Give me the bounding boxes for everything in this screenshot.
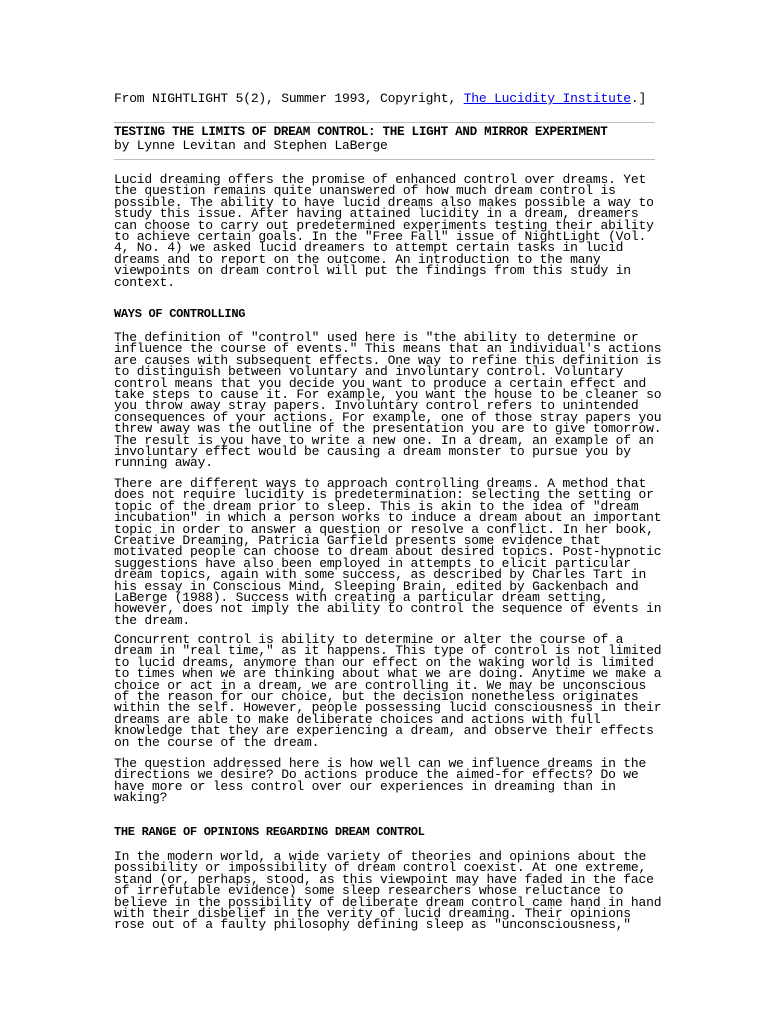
paragraph-intro: Lucid dreaming offers the promise of enhanced control over dreams. Yet the question remains quite unanswered of how much dream control is possible. The ability to have lucid dreams also makes possible a way to study this issue. After having attained lucidity in a dream, dreamers can choose to carry out predetermined experiments testing their ability to achieve certain goals. In the "Free Fall" issue of NightLight (Vol. 4, No. 4) we asked lucid dreamers to attempt certain tasks in lucid dreams and to report on the outcome. An introduction to the many viewpoints on dream control will put the findings from this study in context.	[114, 172, 654, 290]
paragraph-modern-world: In the modern world, a wide variety of theories and opinions about the possibility or impossibility of dream control coexist. At one extreme, stand (or, perhaps, stood, as this viewpoint may have faded in the face of irrefutable evidence) some sleep researchers whose reluctance to believe in the possibility of deliberate dream control came hand in hand with their disbelief in the verity of lucid dreaming. Their opinions rose out of a faulty philosophy defining sleep as "unconsciousness,"	[114, 849, 662, 933]
bottom-rule	[114, 159, 655, 160]
paragraph-predetermination: There are different ways to approach controlling dreams. A method that does not require lucidity is predetermination: selecting the setting or topic of the dream prior to sleep. This is akin to the idea of "dream incubation" in which a person works to induce a dream about an important topic in order to answer a question or resolve a conflict. In her book, Creative Dreaming, Patricia Garfield presents some evidence that motivated people can choose to dream about desired topics. Post-hypnotic suggestions have also been employed in attempts to elicit particular dream topics, again with some success, as described by Charles Tart in his essay in Conscious Mind, Sleeping Brain, edited by Gackenbach and LaBerge (1988). Success with creating a particular dream setting, however, does not imply the ability to control the sequence of events in the dream.	[114, 476, 662, 628]
article-byline: by Lynne Levitan and Stephen LaBerge	[114, 138, 388, 153]
source-suffix: .]	[630, 91, 647, 106]
paragraph-definition: The definition of "control" used here is "the ability to determine or influence the course of events." This means that an individual's actions are causes with subsequent effects. One way to refine this definition is to distinguish between voluntary and involuntary control. Voluntary control means that you decide you want to produce a certain effect and take steps to cause it. For example, you want the house to be cleaner so you throw away stray papers. Involuntary control refers to unintended consequences of your actions. For example, one of those stray papers you threw away was the outline of the presentation you are to give tomorrow. The result is you have to write a new one. In a dream, an example of an involuntary effect would be causing a dream monster to pursue you by running away.	[114, 330, 662, 471]
lucidity-institute-link[interactable]: The Lucidity Institute	[463, 91, 631, 106]
top-rule	[114, 122, 655, 123]
paragraph-concurrent-control: Concurrent control is ability to determine or alter the course of a dream in "real time," as it happens. This type of control is not limited to lucid dreams, anymore than our effect on the waking world is limited to times when we are thinking about what we are doing. Anytime we make a choice or act in a dream, we are controlling it. We may be unconscious of the reason for our choice, but the decision nonetheless originates within the self. However, people possessing lucid consciousness in their dreams are able to make deliberate choices and actions with full knowledge that they are experiencing a dream, and observe their effects on the course of the dream.	[114, 632, 662, 750]
article-title: TESTING THE LIMITS OF DREAM CONTROL: THE LIGHT AND MIRROR EXPERIMENT	[114, 125, 608, 139]
source-prefix: From NIGHTLIGHT 5(2), Summer 1993, Copyright,	[114, 91, 464, 106]
heading-range-of-opinions: THE RANGE OF OPINIONS REGARDING DREAM CONTROL	[114, 825, 425, 839]
paragraph-question: The question addressed here is how well can we influence dreams in the directions we desire? Do actions produce the aimed-for effects? Do we have more or less control over our experiences in dreaming than in waking?	[114, 756, 647, 806]
heading-ways-of-controlling: WAYS OF CONTROLLING	[114, 307, 246, 321]
source-line	[114, 92, 646, 106]
